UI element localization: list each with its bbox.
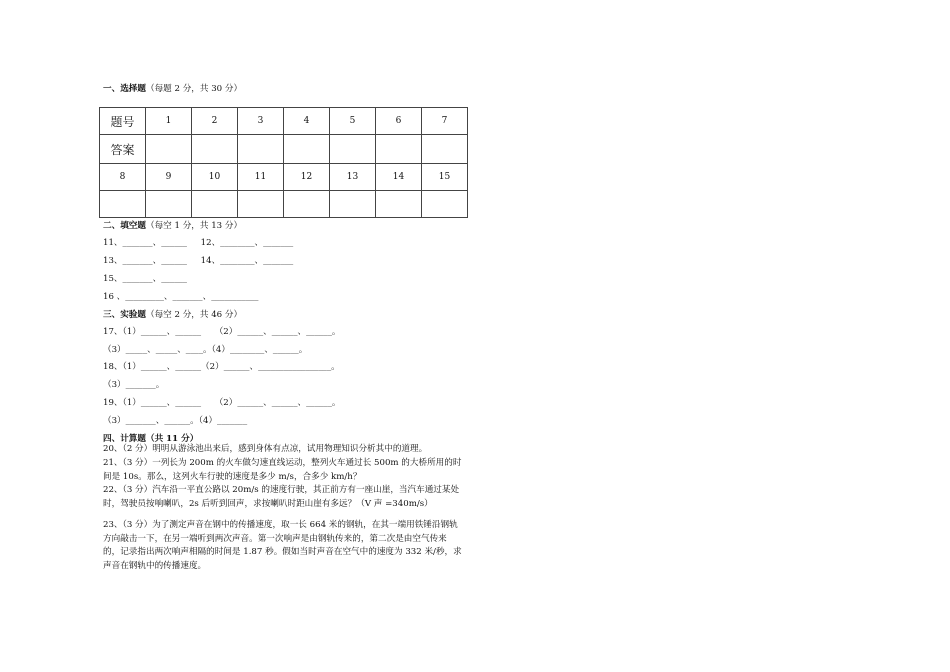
table-cell: 13 — [330, 164, 376, 191]
section-choice-title: 一、选择题 — [103, 84, 146, 94]
answer-cell[interactable] — [376, 135, 422, 164]
answer-cell[interactable] — [330, 191, 376, 218]
section-choice-heading — [103, 82, 242, 94]
answer-cell[interactable] — [238, 135, 284, 164]
table-cell: 10 — [192, 164, 238, 191]
fill-line: 15、_______、______ — [103, 274, 187, 284]
experiment-line: 19、（1）______、______ （2）______、______、______。 — [103, 398, 341, 408]
table-cell: 9 — [146, 164, 192, 191]
table-cell: 7 — [422, 108, 468, 135]
table-row — [100, 108, 468, 135]
fill-line: 11、_______、______ 12、________、_______ — [103, 238, 294, 248]
experiment-line: 18、（1）______、______（2）______、_________________。 — [103, 362, 340, 372]
answer-cell[interactable] — [146, 135, 192, 164]
table-cell: 5 — [330, 108, 376, 135]
table-cell: 答案 — [100, 135, 146, 164]
section-experiment-note: （每空 2 分，共 46 分） — [145, 310, 243, 320]
table-cell: 8 — [100, 164, 146, 191]
answer-cell[interactable] — [284, 135, 330, 164]
table-cell: 4 — [284, 108, 330, 135]
answer-cell[interactable] — [238, 191, 284, 218]
answer-cell[interactable] — [422, 135, 468, 164]
table-cell: 11 — [238, 164, 284, 191]
answer-cell[interactable] — [146, 191, 192, 218]
answer-cell[interactable] — [284, 191, 330, 218]
answer-cell[interactable] — [330, 135, 376, 164]
experiment-line: （3）_______。 — [103, 380, 165, 390]
section-choice-note: （每题 2 分，共 30 分） — [145, 84, 243, 94]
table-row — [100, 164, 468, 191]
table-cell: 14 — [376, 164, 422, 191]
experiment-line: （3）_____、_____、____。（4）________、______。 — [103, 345, 308, 355]
table-cell: 1 — [146, 108, 192, 135]
answer-cell[interactable] — [376, 191, 422, 218]
fill-line: 13、_______、______ 14、________、_______ — [103, 256, 294, 266]
table-cell: 6 — [376, 108, 422, 135]
question-22: 22、（3 分）汽车沿一平直公路以 20m/s 的速度行驶，其正前方有一座山崖，当汽车通过某处时，驾驶员按响喇叭，2s 后听到回声，求按喇叭时距山崖有多远？（V 声 =340m/s） — [103, 485, 460, 509]
table-row — [100, 191, 468, 218]
experiment-line: 17、（1）______、______ （2）______、______、______。 — [103, 327, 341, 337]
section-fill-heading — [103, 219, 242, 231]
table-row — [100, 135, 468, 164]
experiment-line: （3）_______、______。（4）_______ — [103, 416, 248, 426]
question-20: 20、（2 分）明明从游泳池出来后，感到身体有点凉，试用物理知识分析其中的道理。 — [103, 444, 428, 454]
table-cell: 题号 — [100, 108, 146, 135]
table-cell: 3 — [238, 108, 284, 135]
section-fill-title: 二、填空题 — [103, 221, 146, 231]
question-21: 21、（3 分）一列长为 200m 的火车做匀速直线运动，整列火车通过长 500m 的大桥所用的时间是 10s。那么，这列火车行驶的速度是多少 m/s，合多少 km/h？ — [103, 458, 462, 482]
answer-cell[interactable] — [422, 191, 468, 218]
question-23: 23、（3 分）为了测定声音在钢中的传播速度，取一长 664 米的钢轨，在其一端用铁锤沿钢轨方向敲击一下，在另一端听到两次声音。第一次响声是由钢轨传来的，第二次是由空气传来的，记录指出两次响声相隔的时间是 1.87 秒。假如当时声音在空气中的速度为 332 米/秒，求声音在钢轨中的传播速度。 — [103, 520, 462, 572]
section-calc-title: 四、计算题（共 11 分） — [103, 434, 199, 444]
fill-line: 16 、_________、_______、___________ — [103, 292, 259, 302]
section-experiment-title: 三、实验题 — [103, 310, 146, 320]
answer-cell[interactable] — [192, 135, 238, 164]
section-experiment-heading — [103, 308, 242, 320]
table-cell: 12 — [284, 164, 330, 191]
table-cell: 2 — [192, 108, 238, 135]
table-cell: 15 — [422, 164, 468, 191]
section-fill-note: （每空 1 分，共 13 分） — [145, 221, 243, 231]
answer-cell[interactable] — [192, 191, 238, 218]
answer-cell[interactable] — [100, 191, 146, 218]
answer-table — [99, 107, 468, 218]
